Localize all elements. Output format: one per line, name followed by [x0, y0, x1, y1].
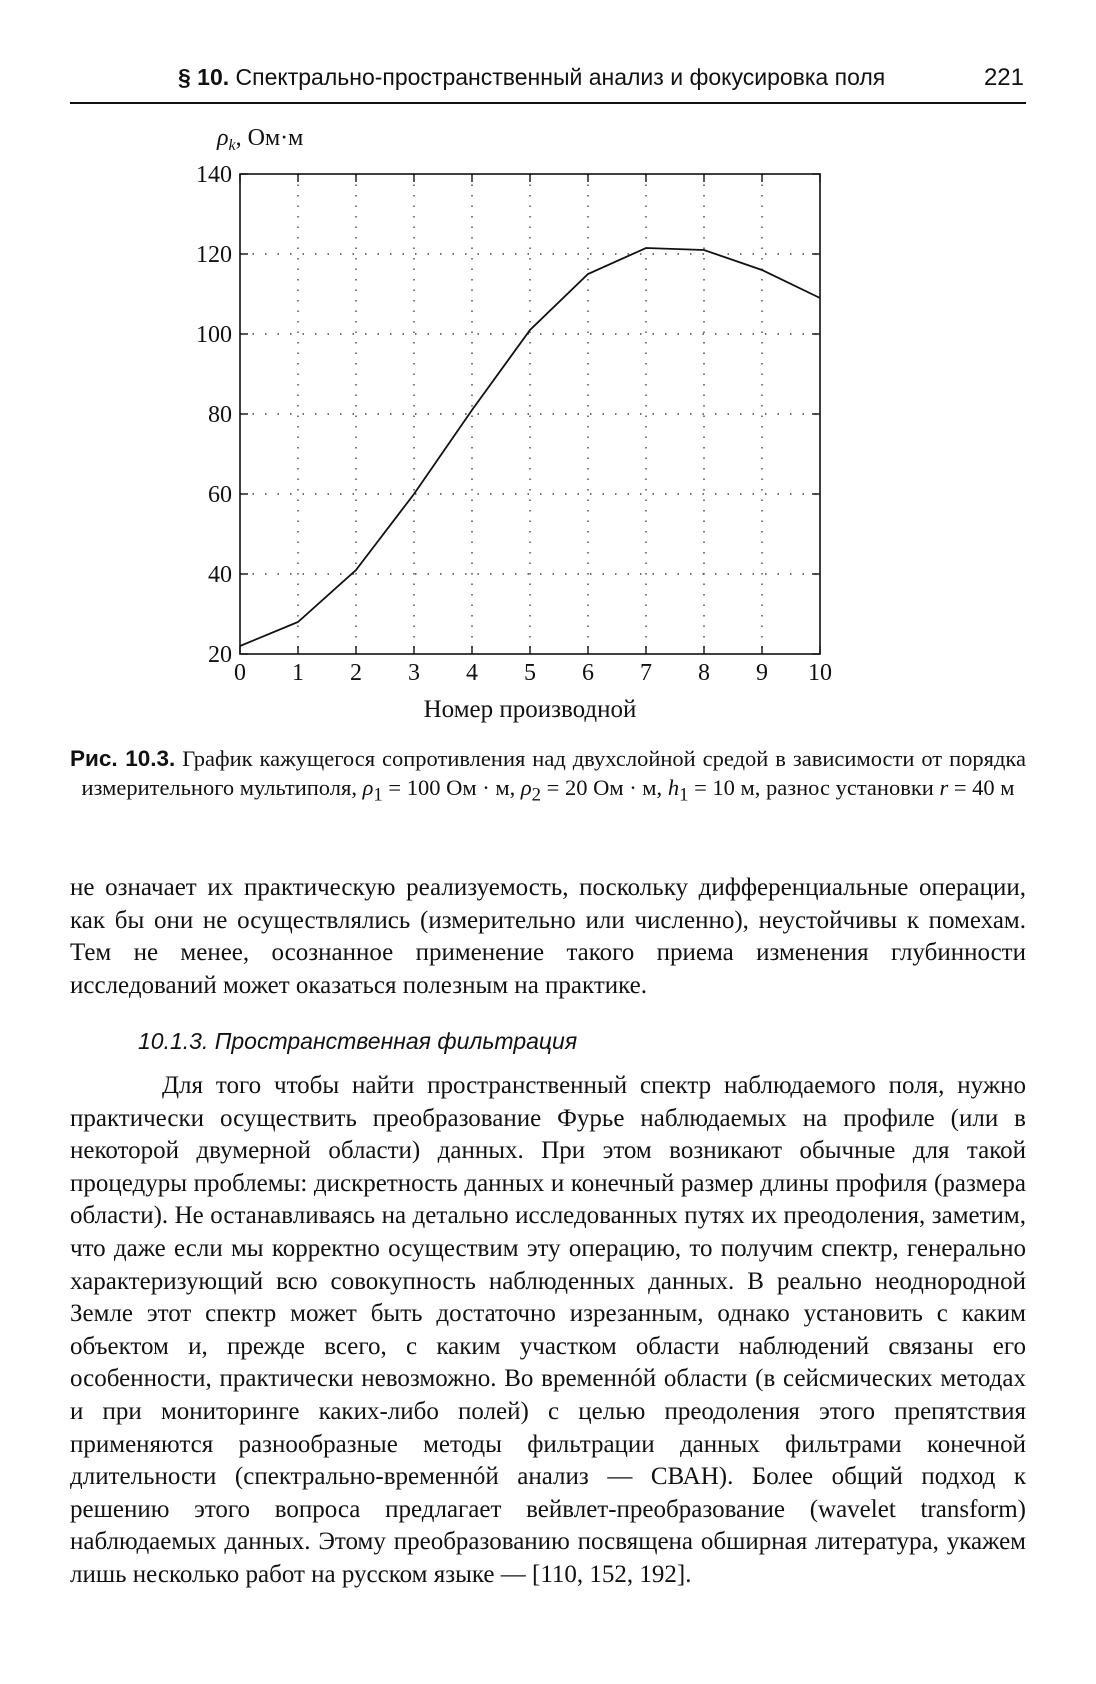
x-tick-label: 2 [350, 660, 362, 686]
caption-text-2: разнос установки [766, 775, 934, 800]
caption-rho2-value: = 20 Ом · м, [546, 775, 663, 800]
section-title: Спектрально-пространственный анализ и фокусировка поля [235, 64, 886, 90]
chart-ticks [240, 174, 820, 654]
x-tick-label: 8 [698, 660, 710, 686]
x-axis-label: Номер производной [423, 696, 637, 723]
x-tick-label: 5 [524, 660, 536, 686]
y-tick-label: 20 [208, 642, 232, 668]
x-tick-label: 10 [808, 660, 832, 686]
subsection-title: 10.1.3. Пространственная фильтрация [138, 1028, 578, 1054]
chart-grid [240, 174, 820, 654]
caption-r-value: = 40 м [953, 775, 1015, 800]
y-axis-label-subscript: k [228, 137, 236, 154]
page-number: 221 [983, 64, 1024, 91]
chart-tick-labels [196, 162, 832, 686]
paragraph-2 [70, 1070, 1026, 1592]
caption-h1-value: = 10 м, [694, 775, 761, 800]
x-tick-label: 4 [466, 660, 478, 686]
x-tick-label: 0 [234, 660, 246, 686]
x-tick-label: 9 [756, 660, 768, 686]
y-tick-label: 100 [196, 322, 232, 348]
x-tick-label: 1 [292, 660, 304, 686]
x-tick-label: 3 [408, 660, 420, 686]
y-axis-label-unit: , Ом·м [235, 125, 304, 151]
figure-label: Рис. 10.3. [70, 746, 176, 771]
paragraph-1-text: не означает их практическую реализуемость, поскольку дифференциальные операции, как бы они не осуществлялись (измерительно или численно), неустойчивы к помехам. Тем не менее, осознанное применение такого приема изменения глубинности исследований может оказаться полезным на практике. [70, 874, 1026, 999]
plot-frame [240, 174, 820, 654]
caption-rho1-sub: 1 [373, 784, 383, 806]
caption-rho1: ρ [362, 775, 374, 800]
y-axis-label [216, 125, 303, 154]
caption-rho1-value: = 100 Ом · м, [388, 775, 516, 800]
y-tick-label: 120 [196, 242, 232, 268]
y-axis-label-symbol: ρ [217, 125, 229, 151]
caption-h1-sub: 1 [679, 784, 689, 806]
y-tick-label: 80 [208, 402, 232, 428]
x-tick-label: 6 [582, 660, 594, 686]
y-tick-label: 60 [208, 482, 232, 508]
caption-r: r [939, 775, 949, 800]
caption-text-1: График кажущегося сопротивления над двухслойной средой в зависимости от порядка измерительного мультиполя, [81, 746, 1026, 800]
caption-rho2: ρ [520, 775, 532, 800]
caption-rho2-sub: 2 [531, 784, 542, 806]
figure-caption [70, 744, 1026, 810]
paragraph-1 [70, 872, 1026, 1002]
caption-h1: h [667, 775, 680, 800]
y-tick-label: 140 [196, 162, 232, 188]
y-tick-label: 40 [208, 562, 232, 588]
x-tick-label: 7 [640, 660, 652, 686]
section-number: § 10. [178, 64, 230, 90]
paragraph-2-text: Для того чтобы найти пространственный спектр наблюдаемого поля, нужно практически осуществить преобразование Фурье наблюдаемых на профиле (или в некоторой двумерной области) данных. При этом возникают обычные для такой процедуры проблемы: дискретность данных и конечный размер длины профиля (размера области). Не останавливаясь на детально исследованных путях их преодоления, заметим, что даже если мы корректно осуществим эту операцию, то получим спектр, генерально характеризующий всю совокупность наблюденных данных. В реально неоднородной Земле этот спектр может быть достаточно изрезанным, однако установить с каким объектом и, прежде всего, с каким участком области наблюдений связаны его особенности, практически невозможно. Во временнóй области (в сейсмических методах и при мониторинге каких-либо полей) с целью преодоления этого препятствия применяются разнообразные методы фильтрации данных фильтрами конечной длительности (спектрально-временнóй анализ — СВАН). Более общий подход к решению этого вопроса предлагает вейвлет-преобразование (wavelet transform) наблюдаемых данных. Этому преобразованию посвящена обширная литература, укажем лишь несколько работ на русском языке — [110, 152, 192]. [70, 1072, 1026, 1588]
figure-chart [0, 0, 1096, 740]
